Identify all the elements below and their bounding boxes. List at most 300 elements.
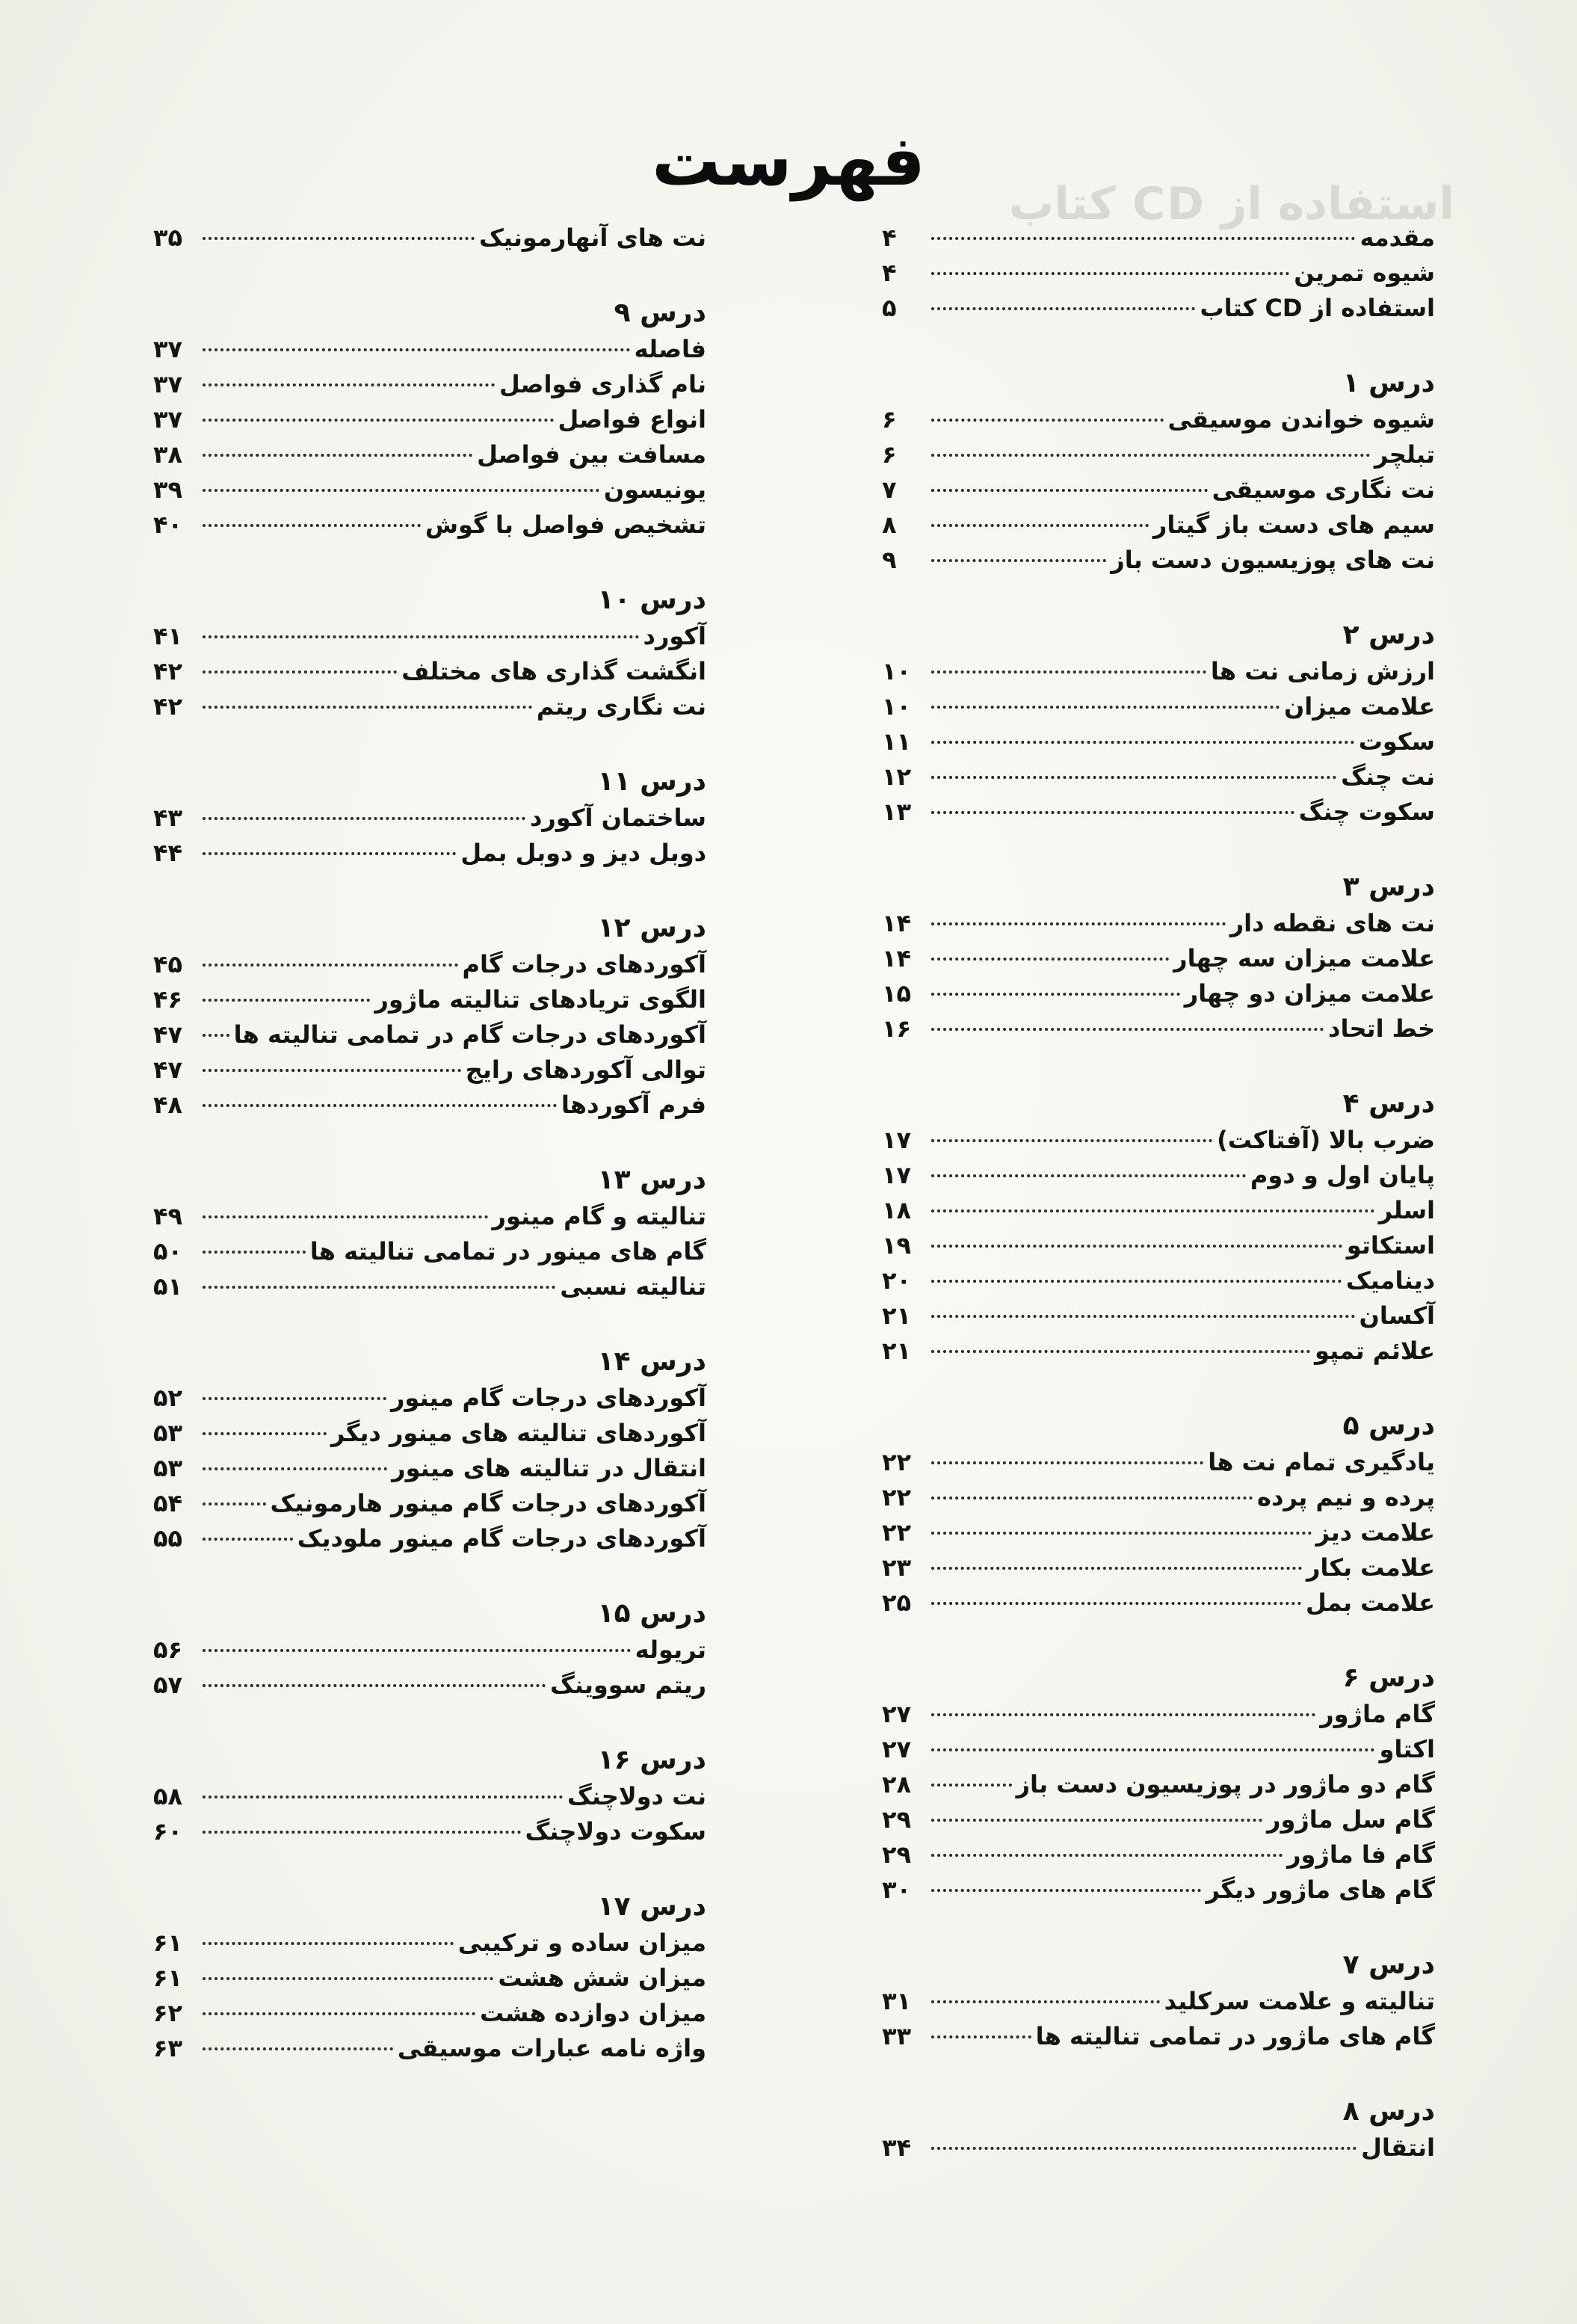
toc-entry [882, 1445, 1435, 1480]
dot-leader [931, 1497, 1253, 1499]
entry-title: فاصله [634, 335, 706, 363]
entry-title: استکاتو [1346, 1231, 1435, 1260]
page-number: ۷ [882, 475, 897, 504]
page-number: ۴۵ [153, 950, 183, 978]
lesson-heading: درس ۱۳ [597, 1165, 706, 1195]
toc-entry [882, 1550, 1435, 1585]
lesson-heading: درس ۱۲ [597, 913, 706, 943]
entry-title: یونیسون [603, 475, 706, 504]
toc-entry [882, 941, 1435, 976]
toc-entry [882, 654, 1435, 689]
toc-entry [882, 1515, 1435, 1550]
toc-entry [882, 1732, 1435, 1767]
lesson-heading: درس ۸ [1342, 2096, 1435, 2127]
dot-leader [931, 706, 1280, 709]
dot-leader [931, 489, 1208, 492]
entry-title: سکوت دولاچنگ [525, 1817, 706, 1846]
toc-lesson [882, 869, 1435, 1047]
page-number: ۳۸ [153, 440, 183, 469]
entry-title: گام های ماژور دیگر [1206, 1875, 1435, 1904]
page-number: ۴ [882, 224, 897, 252]
entry-title: علامت بمل [1305, 1588, 1435, 1617]
page-number: ۵۲ [153, 1384, 183, 1412]
entry-title: انتقال [1361, 2133, 1435, 2162]
toc-entry [882, 2019, 1435, 2054]
toc-entry [153, 437, 706, 472]
toc-entry [153, 1269, 706, 1304]
toc-lesson [153, 295, 706, 543]
toc-entry [153, 1416, 706, 1451]
toc-lesson [153, 1742, 706, 1849]
page-number: ۱۲ [882, 762, 912, 791]
toc-lesson [153, 1343, 706, 1556]
toc-entry [153, 332, 706, 367]
entry-title: پایان اول و دوم [1250, 1161, 1435, 1189]
page-number: ۴۸ [153, 1091, 183, 1119]
toc-column-left [153, 221, 706, 2105]
toc-entry [153, 982, 706, 1017]
toc-entry [153, 1521, 706, 1556]
entry-title: آکوردهای تنالیته های مینور دیگر [330, 1419, 706, 1447]
page-number: ۳۷ [153, 405, 183, 434]
page-number: ۹ [882, 546, 897, 574]
dot-leader [931, 1174, 1246, 1177]
entry-title: میزان ساده و ترکیبی [457, 1929, 706, 1957]
toc-lesson [153, 1595, 706, 1703]
toc-entry [882, 724, 1435, 759]
entry-title: نت نگاری ریتم [536, 692, 706, 721]
entry-title: تشخیص فواصل با گوش [425, 511, 706, 539]
toc-entry [882, 1480, 1435, 1515]
entry-title: اکتاو [1379, 1735, 1435, 1763]
dot-leader [203, 489, 599, 492]
toc-lesson [882, 1947, 1435, 2054]
entry-title: ارزش زمانی نت ها [1210, 657, 1435, 685]
page-number: ۱۵ [882, 979, 912, 1008]
entry-title: خط اتحاد [1328, 1014, 1435, 1043]
toc-entry [882, 1011, 1435, 1047]
toc-entry [153, 689, 706, 724]
toc-entry [882, 402, 1435, 437]
lesson-heading: درس ۱۵ [597, 1598, 706, 1629]
toc-column-right [882, 221, 1435, 2204]
page-number: ۶ [882, 440, 897, 469]
dot-leader [931, 1028, 1324, 1031]
page-number: ۶۲ [153, 1999, 183, 2027]
dot-leader [931, 307, 1195, 310]
dot-leader [203, 964, 458, 967]
page-number: ۱۰ [882, 692, 912, 721]
page-number: ۴۱ [153, 622, 183, 650]
dot-leader [203, 2012, 475, 2015]
toc-entry [153, 1996, 706, 2031]
page-number: ۲۹ [882, 1840, 912, 1869]
toc-entry [882, 759, 1435, 795]
page-number: ۶۱ [153, 1929, 183, 1957]
page-number: ۵ [882, 294, 897, 322]
page-number: ۱۷ [882, 1161, 912, 1189]
page-number: ۴ [882, 259, 897, 287]
lesson-heading: درس ۷ [1342, 1949, 1435, 1980]
toc-lesson [882, 2093, 1435, 2166]
toc-lesson [882, 1085, 1435, 1369]
dot-leader [931, 2147, 1357, 2150]
entry-title: گام دو ماژور در پوزیسیون دست باز [1016, 1770, 1435, 1799]
page-number: ۴۲ [153, 692, 183, 721]
page-number: ۶ [882, 405, 897, 434]
dot-leader [203, 454, 472, 457]
dot-leader [203, 1286, 555, 1289]
dot-leader [203, 1831, 521, 1834]
entry-title: سکوت چنگ [1298, 798, 1435, 826]
toc-entry [153, 1486, 706, 1521]
entry-title: انواع فواصل [558, 405, 706, 434]
entry-title: تنالیته نسبی [560, 1272, 706, 1301]
entry-title: نت چنگ [1341, 762, 1435, 791]
page-number: ۴۲ [153, 657, 183, 685]
page-number: ۴۹ [153, 1202, 183, 1230]
lesson-heading: درس ۱۱ [597, 766, 706, 797]
entry-title: میزان شش هشت [498, 1964, 706, 1992]
toc-entry [882, 1585, 1435, 1621]
page-number: ۵۵ [153, 1524, 183, 1553]
toc-entry [153, 1926, 706, 1961]
lesson-heading: درس ۶ [1342, 1662, 1435, 1693]
dot-leader [203, 817, 525, 820]
page-number: ۳۱ [882, 1987, 912, 2015]
toc-entry [882, 508, 1435, 543]
entry-title: دوبل دیز و دوبل بمل [460, 839, 706, 867]
dot-leader [931, 1784, 1012, 1787]
toc-entry [153, 1668, 706, 1703]
page-number: ۴۷ [153, 1020, 183, 1049]
toc-entry [882, 1873, 1435, 1908]
dot-leader [203, 852, 456, 855]
toc-entry [882, 689, 1435, 724]
entry-title: گام فا ماژور [1287, 1840, 1435, 1869]
entry-title: آکوردهای درجات گام در تمامی تنالیته ها [233, 1020, 706, 1049]
toc-entry [153, 1814, 706, 1849]
dot-leader [203, 1432, 327, 1435]
page-number: ۲۵ [882, 1588, 912, 1617]
toc-lesson [153, 910, 706, 1123]
page-number: ۱۸ [882, 1196, 912, 1224]
toc-entry [882, 795, 1435, 830]
dot-leader [203, 1977, 493, 1980]
entry-title: الگوی تریادهای تنالیته ماژور [374, 985, 706, 1014]
page-number: ۵۸ [153, 1782, 183, 1810]
page-number: ۲۳ [882, 1553, 912, 1582]
page-number: ۴۳ [153, 804, 183, 832]
page-number: ۴۰ [153, 511, 183, 539]
entry-title: انگشت گذاری های مختلف [401, 657, 706, 685]
toc-entry [882, 221, 1435, 256]
toc-entry [882, 1263, 1435, 1298]
toc-lesson [153, 1162, 706, 1304]
dot-leader [931, 1713, 1315, 1716]
lesson-heading: درس ۳ [1342, 872, 1435, 902]
entry-title: گام سل ماژور [1267, 1805, 1435, 1834]
toc-entry [882, 1228, 1435, 1263]
page-number: ۵۳ [153, 1419, 183, 1447]
page-title: فهرست [651, 120, 926, 201]
dot-leader [931, 237, 1355, 240]
page-number: ۳۰ [882, 1875, 912, 1904]
toc-entry [153, 1633, 706, 1668]
page-number: ۵۶ [153, 1636, 183, 1664]
page-number: ۳۹ [153, 475, 183, 504]
dot-leader [931, 993, 1180, 996]
toc-entry [153, 1381, 706, 1416]
dot-leader [203, 1251, 306, 1254]
toc-entry [153, 1088, 706, 1123]
dot-leader [203, 237, 475, 240]
toc-entry [882, 2130, 1435, 2166]
dot-leader [203, 1467, 387, 1470]
page-number: ۳۳ [882, 2022, 912, 2050]
page-number: ۳۷ [153, 370, 183, 398]
dot-leader [931, 922, 1226, 925]
dot-leader [203, 706, 532, 709]
toc-lesson [882, 221, 1435, 326]
dot-leader [203, 1397, 386, 1400]
dot-leader [203, 1538, 293, 1541]
page-number: ۱۳ [882, 798, 912, 826]
entry-title: واژه نامه عبارات موسیقی [397, 2034, 706, 2062]
toc-entry [153, 221, 706, 256]
lesson-heading: درس ۱۷ [597, 1891, 706, 1922]
dot-leader [203, 1034, 229, 1037]
toc-entry [882, 1697, 1435, 1732]
page-number: ۲۲ [882, 1483, 912, 1511]
page-number: ۲۱ [882, 1301, 912, 1330]
entry-title: اسلر [1378, 1196, 1435, 1224]
toc-entry [882, 1837, 1435, 1873]
page-number: ۸ [882, 511, 897, 539]
page-number: ۵۴ [153, 1489, 183, 1517]
page-number: ۵۳ [153, 1454, 183, 1482]
page-number: ۱۱ [882, 727, 912, 756]
page-number: ۵۷ [153, 1671, 183, 1699]
entry-title: فرم آکوردها [561, 1091, 706, 1119]
dot-leader [203, 1215, 488, 1218]
entry-title: علامت میزان [1283, 692, 1435, 721]
dot-leader [931, 2000, 1160, 2003]
entry-title: علامت بکار [1306, 1553, 1435, 1582]
toc-entry [882, 1802, 1435, 1837]
toc-entry [153, 654, 706, 689]
lesson-heading: درس ۱۶ [597, 1745, 706, 1775]
lesson-heading: درس ۱۴ [597, 1346, 706, 1377]
page-number: ۳۷ [153, 335, 183, 363]
dot-leader [203, 1796, 563, 1799]
entry-title: آکوردهای درجات گام [462, 950, 706, 978]
entry-title: گام ماژور [1320, 1700, 1435, 1728]
dot-leader [203, 1104, 557, 1107]
entry-title: نت نگاری موسیقی [1212, 475, 1435, 504]
lesson-heading: درس ۵ [1342, 1411, 1435, 1441]
entry-title: تنالیته و گام مینور [492, 1202, 706, 1230]
toc-entry [882, 1158, 1435, 1193]
toc-entry [882, 1767, 1435, 1802]
toc-entry [153, 367, 706, 402]
entry-title: سکوت [1358, 727, 1435, 756]
toc-entry [882, 1193, 1435, 1228]
lesson-heading: درس ۱۰ [597, 585, 706, 615]
dot-leader [203, 2047, 393, 2050]
toc-entry [153, 1199, 706, 1234]
entry-title: آکوردهای درجات گام مینور ملودیک [297, 1524, 706, 1553]
dot-leader [931, 811, 1294, 814]
entry-title: علامت دیز [1315, 1518, 1435, 1547]
dot-leader [931, 1245, 1342, 1248]
toc-entry [153, 402, 706, 437]
toc-entry [153, 1052, 706, 1088]
dot-leader [931, 671, 1206, 674]
entry-title: پرده و نیم پرده [1257, 1483, 1435, 1511]
entry-title: علامت میزان سه چهار [1173, 944, 1435, 973]
toc-entry [882, 472, 1435, 508]
entry-title: انتقال در تنالیته های مینور [392, 1454, 706, 1482]
page-number: ۴۴ [153, 839, 183, 867]
toc-entry [153, 1779, 706, 1814]
entry-title: استفاده از CD کتاب [1200, 294, 1435, 322]
toc-lesson [153, 1888, 706, 2066]
dot-leader [203, 524, 421, 527]
toc-entry [882, 1334, 1435, 1369]
entry-title: علائم تمپو [1315, 1337, 1435, 1365]
dot-leader [931, 1567, 1302, 1570]
entry-title: تبلچر [1374, 440, 1435, 469]
lesson-heading: درس ۹ [614, 298, 706, 328]
page-number: ۳۵ [153, 224, 183, 252]
toc-entry [882, 1123, 1435, 1158]
toc-entry [882, 437, 1435, 472]
entry-title: شیوه تمرین [1294, 259, 1435, 287]
dot-leader [203, 1942, 454, 1945]
dot-leader [203, 1684, 546, 1687]
dot-leader [203, 1502, 266, 1505]
toc-entry [153, 836, 706, 871]
page-number: ۶۰ [153, 1817, 183, 1846]
dot-leader [931, 741, 1354, 744]
entry-title: آکوردهای درجات گام مینور هارمونیک [270, 1489, 706, 1517]
entry-title: علامت میزان دو چهار [1184, 979, 1435, 1008]
entry-title: مسافت بین فواصل [477, 440, 706, 469]
toc-entry [153, 472, 706, 508]
entry-title: توالی آکوردهای رایج [465, 1055, 706, 1084]
toc-lesson [153, 582, 706, 724]
page-number: ۴۶ [153, 985, 183, 1014]
entry-title: گام های ماژور در تمامی تنالیته ها [1035, 2022, 1435, 2050]
dot-leader [203, 419, 554, 422]
toc-entry [153, 1234, 706, 1269]
dot-leader [931, 419, 1164, 422]
page-number: ۲۲ [882, 1518, 912, 1547]
page-number: ۴۷ [153, 1055, 183, 1084]
dot-leader [203, 635, 639, 638]
toc-lesson [882, 617, 1435, 830]
entry-title: نام گذاری فواصل [499, 370, 706, 398]
entry-title: تریوله [635, 1636, 706, 1664]
dot-leader [931, 1280, 1342, 1283]
page-number: ۵۰ [153, 1237, 183, 1266]
dot-leader [931, 1315, 1355, 1318]
dot-leader [931, 776, 1336, 779]
dot-leader [931, 559, 1106, 562]
dot-leader [931, 1819, 1262, 1822]
entry-title: آکسان [1359, 1301, 1435, 1330]
toc-entry [153, 1961, 706, 1996]
page-number: ۱۶ [882, 1014, 912, 1043]
dot-leader [931, 1854, 1283, 1857]
page-number: ۵۱ [153, 1272, 183, 1301]
toc-lesson [882, 365, 1435, 578]
page-number: ۲۲ [882, 1448, 912, 1476]
page-number: ۲۷ [882, 1735, 912, 1763]
page-number: ۲۹ [882, 1805, 912, 1834]
page-number: ۱۴ [882, 909, 912, 937]
entry-title: ریتم سووینگ [550, 1671, 706, 1699]
page-number: ۶۳ [153, 2034, 183, 2062]
entry-title: آکوردهای درجات گام مینور [390, 1384, 706, 1412]
dot-leader [931, 1889, 1201, 1892]
entry-title: ساختمان آکورد [529, 804, 706, 832]
lesson-heading: درس ۴ [1342, 1088, 1435, 1119]
toc-entry [153, 1017, 706, 1052]
entry-title: میزان دوازده هشت [480, 1999, 706, 2027]
toc-entry [153, 2031, 706, 2066]
page-number: ۱۴ [882, 944, 912, 973]
entry-title: نت های پوزیسیون دست باز [1111, 546, 1435, 574]
toc-entry [153, 508, 706, 543]
dot-leader [931, 1602, 1301, 1605]
toc-lesson [153, 763, 706, 871]
dot-leader [203, 999, 370, 1002]
entry-title: دینامیک [1345, 1266, 1435, 1295]
page-number: ۱۹ [882, 1231, 912, 1260]
toc-entry [882, 291, 1435, 326]
dot-leader [931, 454, 1370, 457]
dot-leader [931, 2035, 1031, 2038]
dot-leader [203, 383, 495, 386]
entry-title: آکورد [643, 622, 706, 650]
toc-entry [882, 1298, 1435, 1334]
toc-entry [882, 906, 1435, 941]
entry-title: سیم های دست باز گیتار [1152, 511, 1435, 539]
dot-leader [931, 1748, 1374, 1751]
entry-title: نت های آنهارمونیک [479, 224, 706, 252]
entry-title: شیوه خواندن موسیقی [1167, 405, 1435, 434]
dot-leader [203, 671, 397, 674]
dot-leader [931, 1532, 1312, 1535]
dot-leader [931, 958, 1169, 961]
bleed-through-text: استفاده از CD کتاب [1009, 178, 1454, 230]
toc-entry [153, 619, 706, 654]
page-number: ۲۱ [882, 1337, 912, 1365]
page-number: ۲۰ [882, 1266, 912, 1295]
dot-leader [203, 1649, 631, 1652]
page-number: ۲۸ [882, 1770, 912, 1799]
toc-entry [882, 256, 1435, 291]
page-number: ۱۷ [882, 1126, 912, 1154]
page-number: ۱۰ [882, 657, 912, 685]
toc-lesson [153, 221, 706, 256]
entry-title: یادگیری تمام نت ها [1208, 1448, 1435, 1476]
dot-leader [931, 1350, 1310, 1353]
entry-title: گام های مینور در تمامی تنالیته ها [309, 1237, 706, 1266]
entry-title: تنالیته و علامت سرکلید [1164, 1987, 1435, 2015]
